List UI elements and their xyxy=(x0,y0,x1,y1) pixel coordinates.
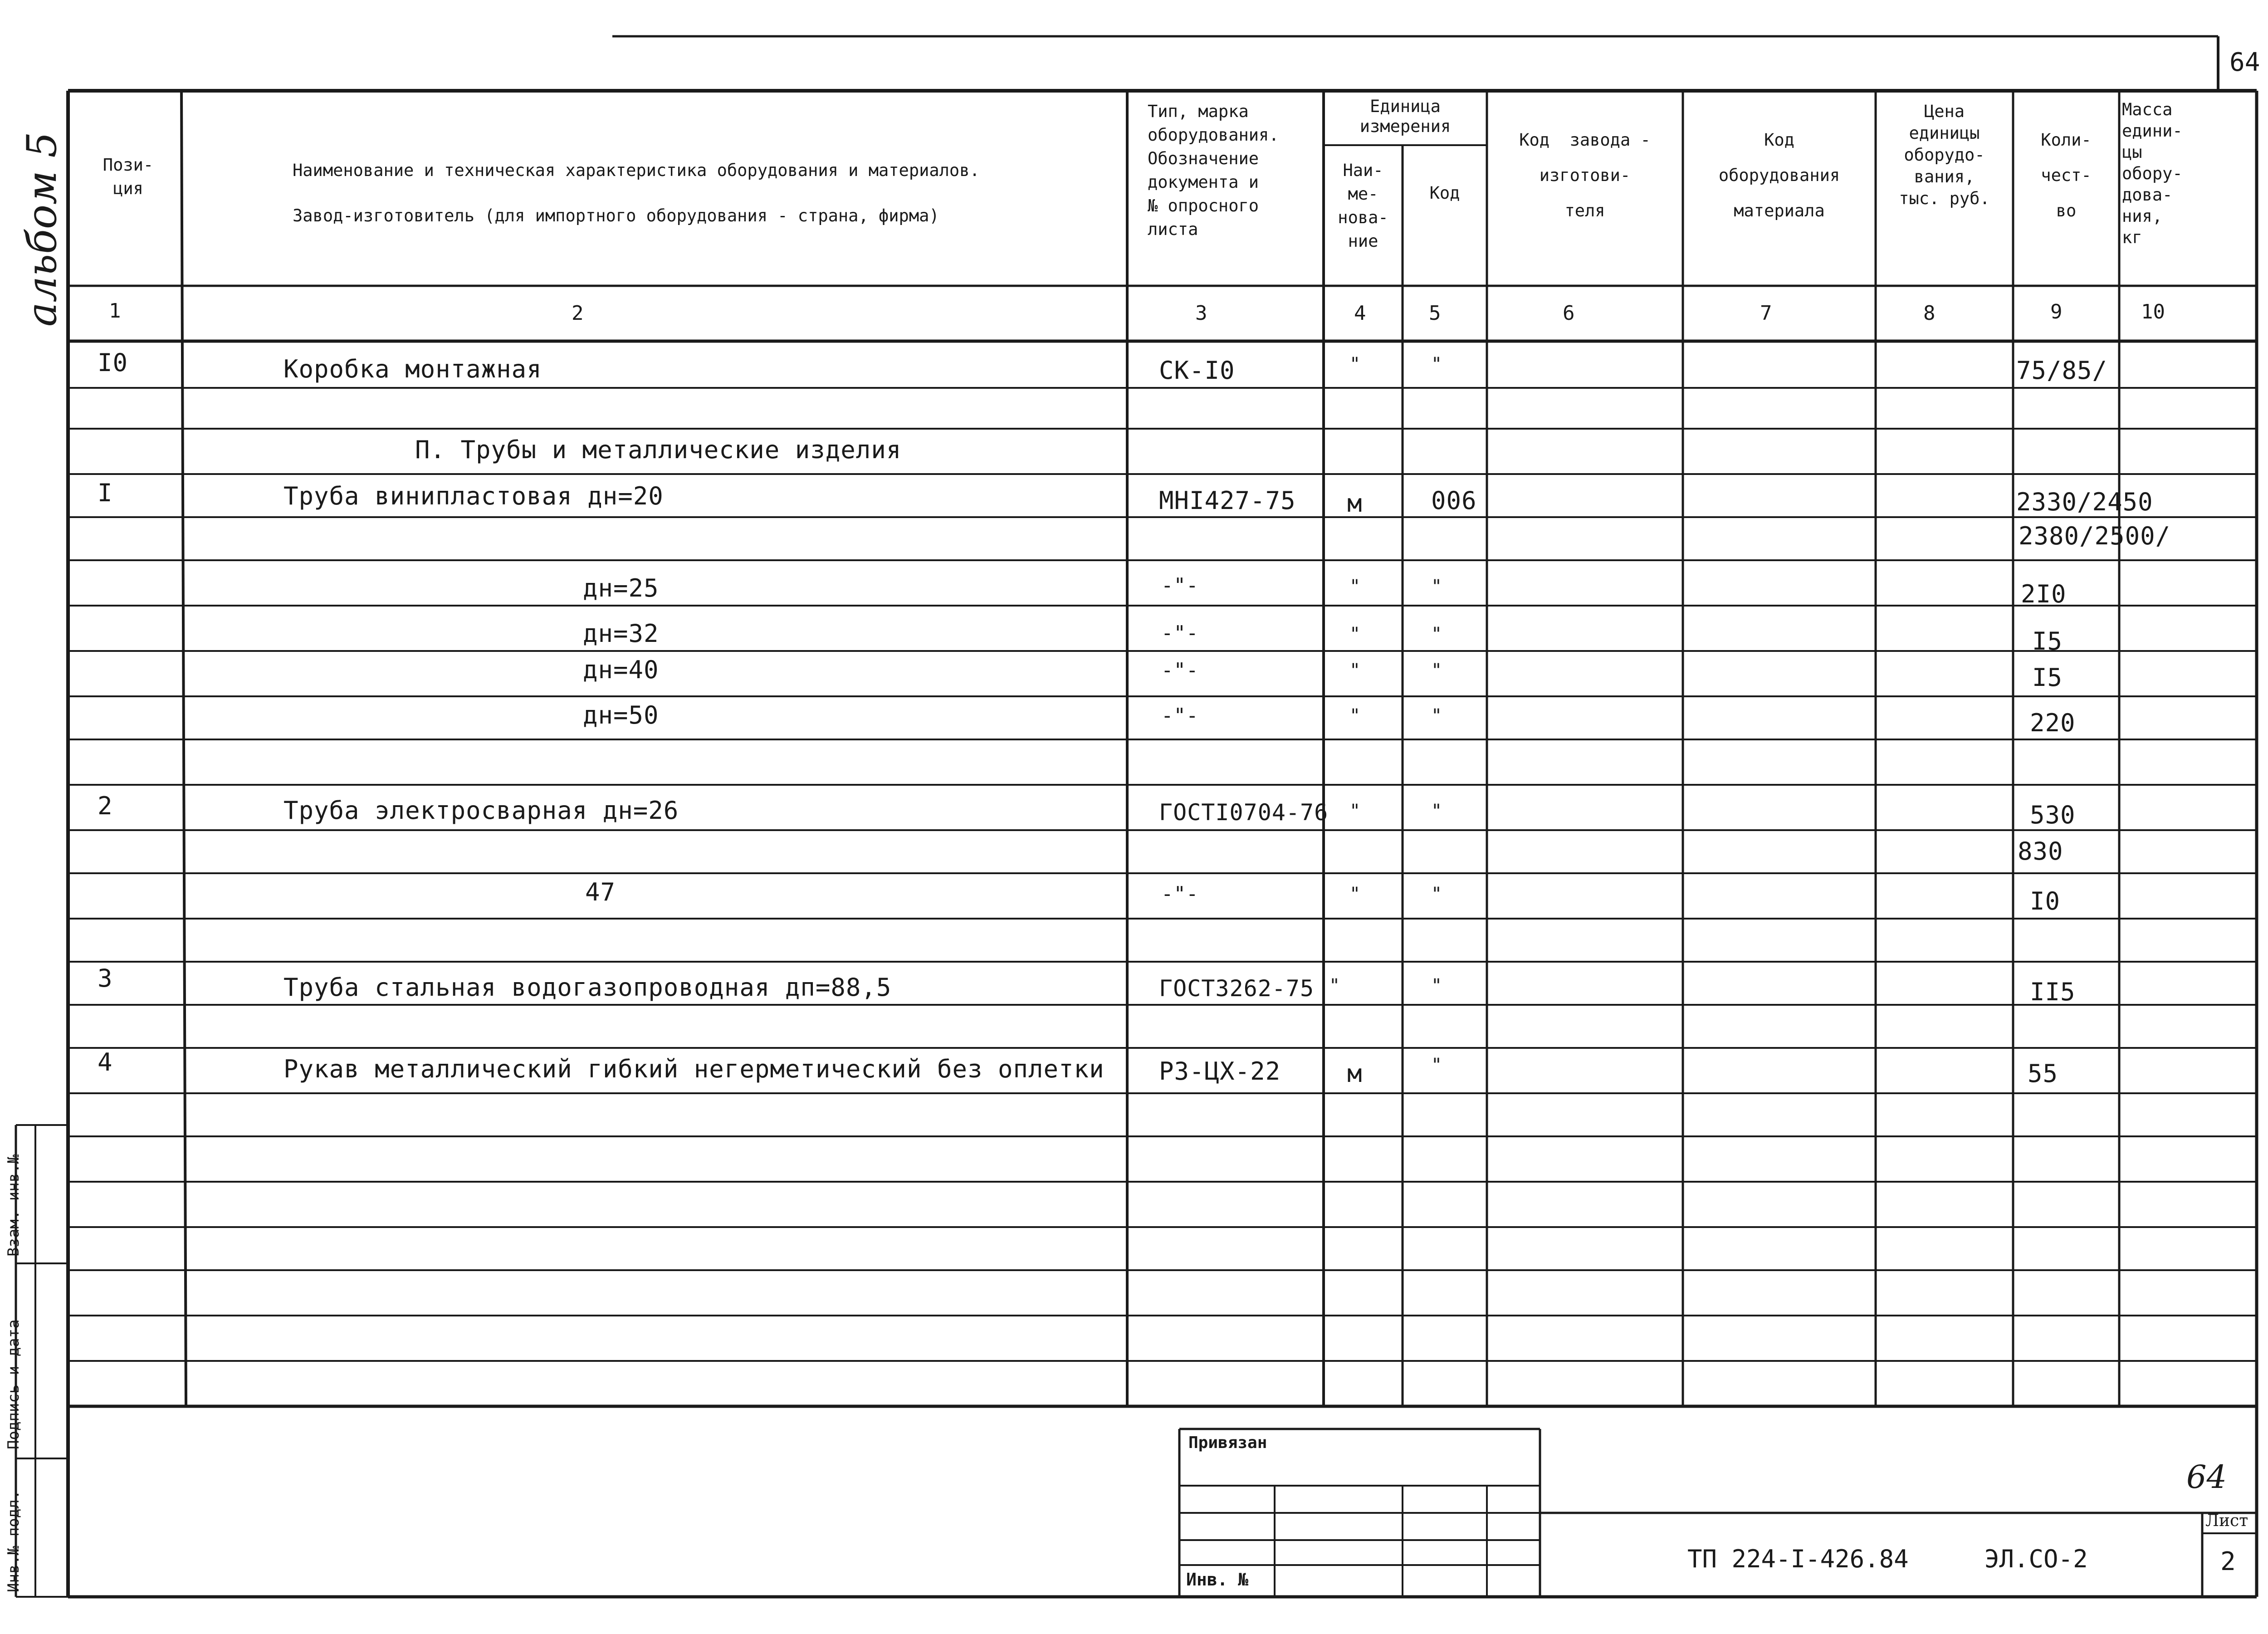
row-quantity-alt: 830 xyxy=(2018,837,2063,866)
row-type: -"- xyxy=(1161,704,1199,727)
handwritten-page-number: 64 xyxy=(2186,1458,2227,1496)
header-name-line2: Завод-изготовитель (для импортного оборудования - страна, фирма) xyxy=(293,206,939,225)
column-number-5: 5 xyxy=(1429,302,1441,325)
row-quantity: I0 xyxy=(2030,887,2061,915)
row-quantity: I5 xyxy=(2032,663,2063,692)
row-quantity-alt: 2380/2500/ xyxy=(2019,522,2171,550)
row-name: Труба электросварная дн=26 xyxy=(284,796,679,825)
column-number-10: 10 xyxy=(2141,300,2165,323)
header-unit-price: Цена единицы оборудо- вания, тыс. руб. xyxy=(1899,102,1990,208)
row-name: 47 xyxy=(585,878,616,906)
column-number-3: 3 xyxy=(1195,302,1207,325)
row-unit: " xyxy=(1349,354,1361,375)
column-number-1: 1 xyxy=(109,299,121,323)
row-unit: " xyxy=(1349,705,1361,726)
header-unit-code: Код xyxy=(1429,183,1460,203)
row-type: ГОСТ3262-75 xyxy=(1159,975,1315,1002)
row-name: Рукав металлический гибкий негерметический без оплетки xyxy=(284,1055,1105,1083)
stamp-sheet-code: ЭЛ.СО-2 xyxy=(1984,1545,2088,1573)
row-position: 3 xyxy=(98,964,113,993)
row-unit: " xyxy=(1349,884,1361,905)
row-code: " xyxy=(1431,705,1443,726)
row-code: " xyxy=(1431,884,1443,905)
section-title: П. Трубы и металлические изделия xyxy=(415,435,902,464)
handwritten-album-label: альбом 5 xyxy=(18,132,66,327)
header-position: Пози- ция xyxy=(103,155,154,198)
row-unit: м xyxy=(1347,1059,1363,1088)
row-quantity: II5 xyxy=(2030,978,2076,1006)
row-unit: " xyxy=(1349,624,1361,645)
column-number-7: 7 xyxy=(1760,302,1772,325)
row-name: дн=32 xyxy=(583,619,659,648)
row-code: " xyxy=(1431,801,1443,822)
row-quantity: 220 xyxy=(2030,709,2076,737)
stamp-inv-label: Инв. № xyxy=(1186,1570,1249,1590)
column-number-2: 2 xyxy=(572,302,584,325)
row-quantity: 530 xyxy=(2030,801,2076,829)
row-type: МНI427-75 xyxy=(1159,486,1296,515)
row-unit: " xyxy=(1349,801,1361,822)
row-name: Труба стальная водогазопроводная дп=88,5 xyxy=(284,973,892,1002)
row-position: 4 xyxy=(98,1048,113,1076)
side-label-vzam-inv: Взам. инв.№ xyxy=(5,1154,23,1257)
row-type: -"- xyxy=(1161,659,1199,682)
column-number-4: 4 xyxy=(1354,302,1366,325)
row-code: " xyxy=(1431,576,1443,597)
row-code: " xyxy=(1431,1055,1443,1076)
row-unit: " xyxy=(1349,660,1361,681)
row-name: Коробка монтажная xyxy=(284,355,542,383)
row-type: -"- xyxy=(1161,574,1199,597)
row-name: Труба винипластовая дн=20 xyxy=(284,482,664,510)
row-quantity: 75/85/ xyxy=(2016,356,2108,385)
row-code: " xyxy=(1431,975,1443,996)
header-equipment-code: Код оборудования материала xyxy=(1718,130,1840,220)
stamp-sheet-label: Лист xyxy=(2205,1512,2248,1530)
row-name: дн=50 xyxy=(583,701,659,729)
column-number-8: 8 xyxy=(1923,302,1936,325)
header-name-line1: Наименование и техническая характеристика оборудования и материалов. xyxy=(293,161,980,180)
column-number-9: 9 xyxy=(2050,300,2063,323)
stamp-sheet-number: 2 xyxy=(2220,1547,2236,1576)
side-label-podpis-data: Подпись и дата xyxy=(5,1319,23,1449)
row-type: ГОСТI0704-76 xyxy=(1159,799,1329,826)
side-label-inv-podl: Инв.№ подл. xyxy=(5,1490,23,1592)
row-code: " xyxy=(1431,354,1443,375)
header-factory-code: Код завода - изготови- теля xyxy=(1519,130,1651,220)
row-quantity: 55 xyxy=(2028,1059,2058,1088)
header-quantity: Коли- чест- во xyxy=(2041,130,2092,220)
row-unit: " xyxy=(1349,576,1361,597)
row-type: РЗ-ЦХ-22 xyxy=(1159,1057,1281,1086)
row-unit: " xyxy=(1329,975,1341,996)
row-name: дн=25 xyxy=(583,574,659,602)
row-code: 006 xyxy=(1431,486,1477,515)
header-unit-name: Наи- ме- нова- ние xyxy=(1338,161,1388,251)
column-number-6: 6 xyxy=(1563,302,1575,325)
row-name: дн=40 xyxy=(583,656,659,684)
page-number: 64 xyxy=(2229,48,2260,77)
row-type: -"- xyxy=(1161,621,1199,645)
stamp-privyazan-label: Привязан xyxy=(1188,1433,1267,1452)
row-code: " xyxy=(1431,660,1443,681)
row-position: I0 xyxy=(98,348,128,377)
stamp-document-code: ТП 224-I-426.84 xyxy=(1687,1545,1909,1573)
header-unit-group: Единица измерения xyxy=(1359,97,1451,136)
row-type: -"- xyxy=(1161,882,1199,905)
header-unit-mass: Масса едини- цы обору- дова- ния, кг xyxy=(2122,100,2183,247)
row-quantity: 2330/2450 xyxy=(2016,488,2153,516)
row-type: СК-I0 xyxy=(1159,356,1235,385)
row-position: 2 xyxy=(98,792,113,820)
row-quantity: 2I0 xyxy=(2021,580,2067,608)
row-quantity: I5 xyxy=(2032,627,2063,656)
header-type-mark: Тип, марка оборудования. Обозначение документа и № опросного листа xyxy=(1148,102,1279,239)
row-code: " xyxy=(1431,624,1443,645)
row-unit: м xyxy=(1347,489,1363,518)
row-position: I xyxy=(98,479,113,507)
